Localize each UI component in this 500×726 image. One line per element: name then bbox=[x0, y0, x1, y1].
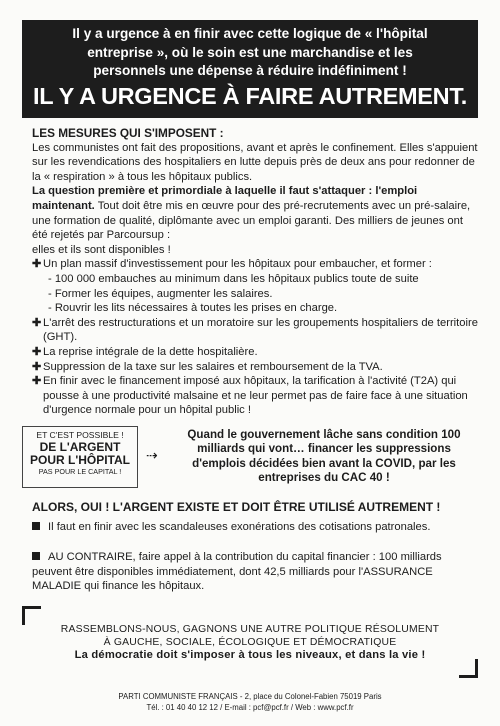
plus-icon: ✚ bbox=[32, 375, 42, 388]
list-item-text: La reprise intégrale de la dette hospitalière. bbox=[43, 345, 258, 358]
box-line-3: POUR L'HÔPITAL bbox=[30, 453, 130, 468]
square-bullet-icon bbox=[32, 522, 40, 530]
list-item bbox=[32, 257, 478, 272]
plus-icon: ✚ bbox=[32, 345, 42, 358]
mesures-disponibles: elles et ils sont disponibles ! bbox=[32, 243, 171, 256]
alors-heading: ALORS, OUI ! L'ARGENT EXISTE ET DOIT ÊTRE UTILISÉ AUTREMENT ! bbox=[32, 500, 441, 514]
point-text: AU CONTRAIRE, faire appel à la contribution du capital financier : 100 milliards peuvent être disponibles immédiatement, dont 42,5 milliards pour l'ASSURANCE MALADIE qui finance les hôpitaux. bbox=[32, 551, 442, 592]
footer-contact: Tél. : 01 40 40 12 12 / E-mail : pcf@pcf.fr / Web : www.pcf.fr bbox=[146, 702, 354, 712]
plus-icon: ✚ bbox=[32, 316, 42, 329]
list-item-text: L'arrêt des restructurations et un moratoire sur les groupements hospitaliers de territoire (GHT). bbox=[43, 316, 478, 344]
government-quote: Quand le gouvernement lâche sans condition 100 milliards qui vont… financer les suppressions d'emplois décidées bien avant la COVID, par les entreprises du CAC 40 ! bbox=[187, 428, 461, 484]
emploi-bold-lead: La question première et primordiale à laquelle il faut s'attaquer : l'emploi maintenant. bbox=[32, 185, 418, 212]
list-item bbox=[32, 345, 478, 360]
possible-box bbox=[22, 426, 138, 488]
rally-line-2: À GAUCHE, SOCIALE, ÉCOLOGIQUE ET DÉMOCRATIQUE bbox=[103, 636, 397, 648]
box-line-2: DE L'ARGENT bbox=[39, 440, 121, 454]
rally-text bbox=[22, 624, 478, 662]
mesures-emploi bbox=[32, 184, 478, 242]
point-item bbox=[32, 520, 478, 535]
banner-headline: IL Y A URGENCE À FAIRE AUTREMENT. bbox=[32, 82, 468, 109]
plus-icon: ✚ bbox=[32, 360, 42, 373]
square-bullet-icon bbox=[32, 552, 40, 560]
list-item bbox=[32, 360, 478, 375]
frame-corner bbox=[22, 606, 41, 625]
emploi-text: Tout doit être mis en œuvre pour des pré-recrutements avec un pré-salaire, une formation de qualité, diplômante avec un emploi garanti. Des milliers de jeunes ont été rejetés par Parcoursup : bbox=[32, 199, 471, 242]
list-item-text: Suppression de la taxe sur les salaires et remboursement de la TVA. bbox=[43, 360, 383, 373]
box-line-4: PAS POUR LE CAPITAL ! bbox=[38, 467, 122, 477]
list-item-text: Un plan massif d'investissement pour les hôpitaux pour embaucher, et former : bbox=[43, 258, 432, 271]
list-item bbox=[32, 316, 478, 345]
mesures-title: LES MESURES QUI S'IMPOSENT : bbox=[32, 126, 224, 140]
rally-line-3: La démocratie doit s'imposer à tous les niveaux, et dans la vie ! bbox=[74, 649, 426, 662]
footer bbox=[0, 692, 500, 713]
mesures-section bbox=[32, 126, 478, 418]
sub-item: - Rouvrir les lits nécessaires à toutes les prises en charge. bbox=[48, 302, 338, 315]
rally-line-1: RASSEMBLONS-NOUS, GAGNONS UNE AUTRE POLITIQUE RÉSOLUMENT bbox=[60, 624, 440, 635]
mesures-intro: Les communistes ont fait des propositions, avant et après le confinement. Elles s'appuient sur les revendications des hospitaliers en lutte depuis près de deux ans pour redonner de la « respiration » à tous les hôpitaux publics. bbox=[32, 141, 478, 183]
banner-line-2: entreprise », où le soin est une marchandise et les bbox=[87, 44, 413, 60]
frame-corner bbox=[459, 659, 478, 678]
rally-frame bbox=[22, 606, 478, 678]
banner-line-3: personnels une dépense à réduire indéfiniment ! bbox=[93, 63, 407, 78]
sub-item: - 100 000 embauches au minimum dans les hôpitaux publics toute de suite bbox=[48, 272, 419, 285]
list-item-text: En finir avec le financement imposé aux hôpitaux, la tarification à l'activité (T2A) qui pousse à une productivité malsaine et ne leur permet pas de faire face à une situation d'urgence normale pour un hôpital public ! bbox=[43, 375, 468, 417]
point-item bbox=[32, 550, 478, 594]
dashed-arrow-icon: ⇢ bbox=[146, 447, 158, 463]
headline-banner bbox=[22, 20, 478, 118]
banner-line-1: Il y a urgence à en finir avec cette logique de « l'hôpital bbox=[72, 26, 428, 41]
point-text: Il faut en finir avec les scandaleuses exonérations des cotisations patronales. bbox=[48, 521, 431, 533]
list-item bbox=[32, 374, 478, 418]
plus-icon: ✚ bbox=[32, 258, 42, 271]
box-line-1: ET C'EST POSSIBLE ! bbox=[36, 430, 124, 440]
sub-item: - Former les équipes, augmenter les salaires. bbox=[48, 287, 273, 300]
footer-address: PARTI COMMUNISTE FRANÇAIS - 2, place du Colonel-Fabien 75019 Paris bbox=[118, 692, 382, 701]
